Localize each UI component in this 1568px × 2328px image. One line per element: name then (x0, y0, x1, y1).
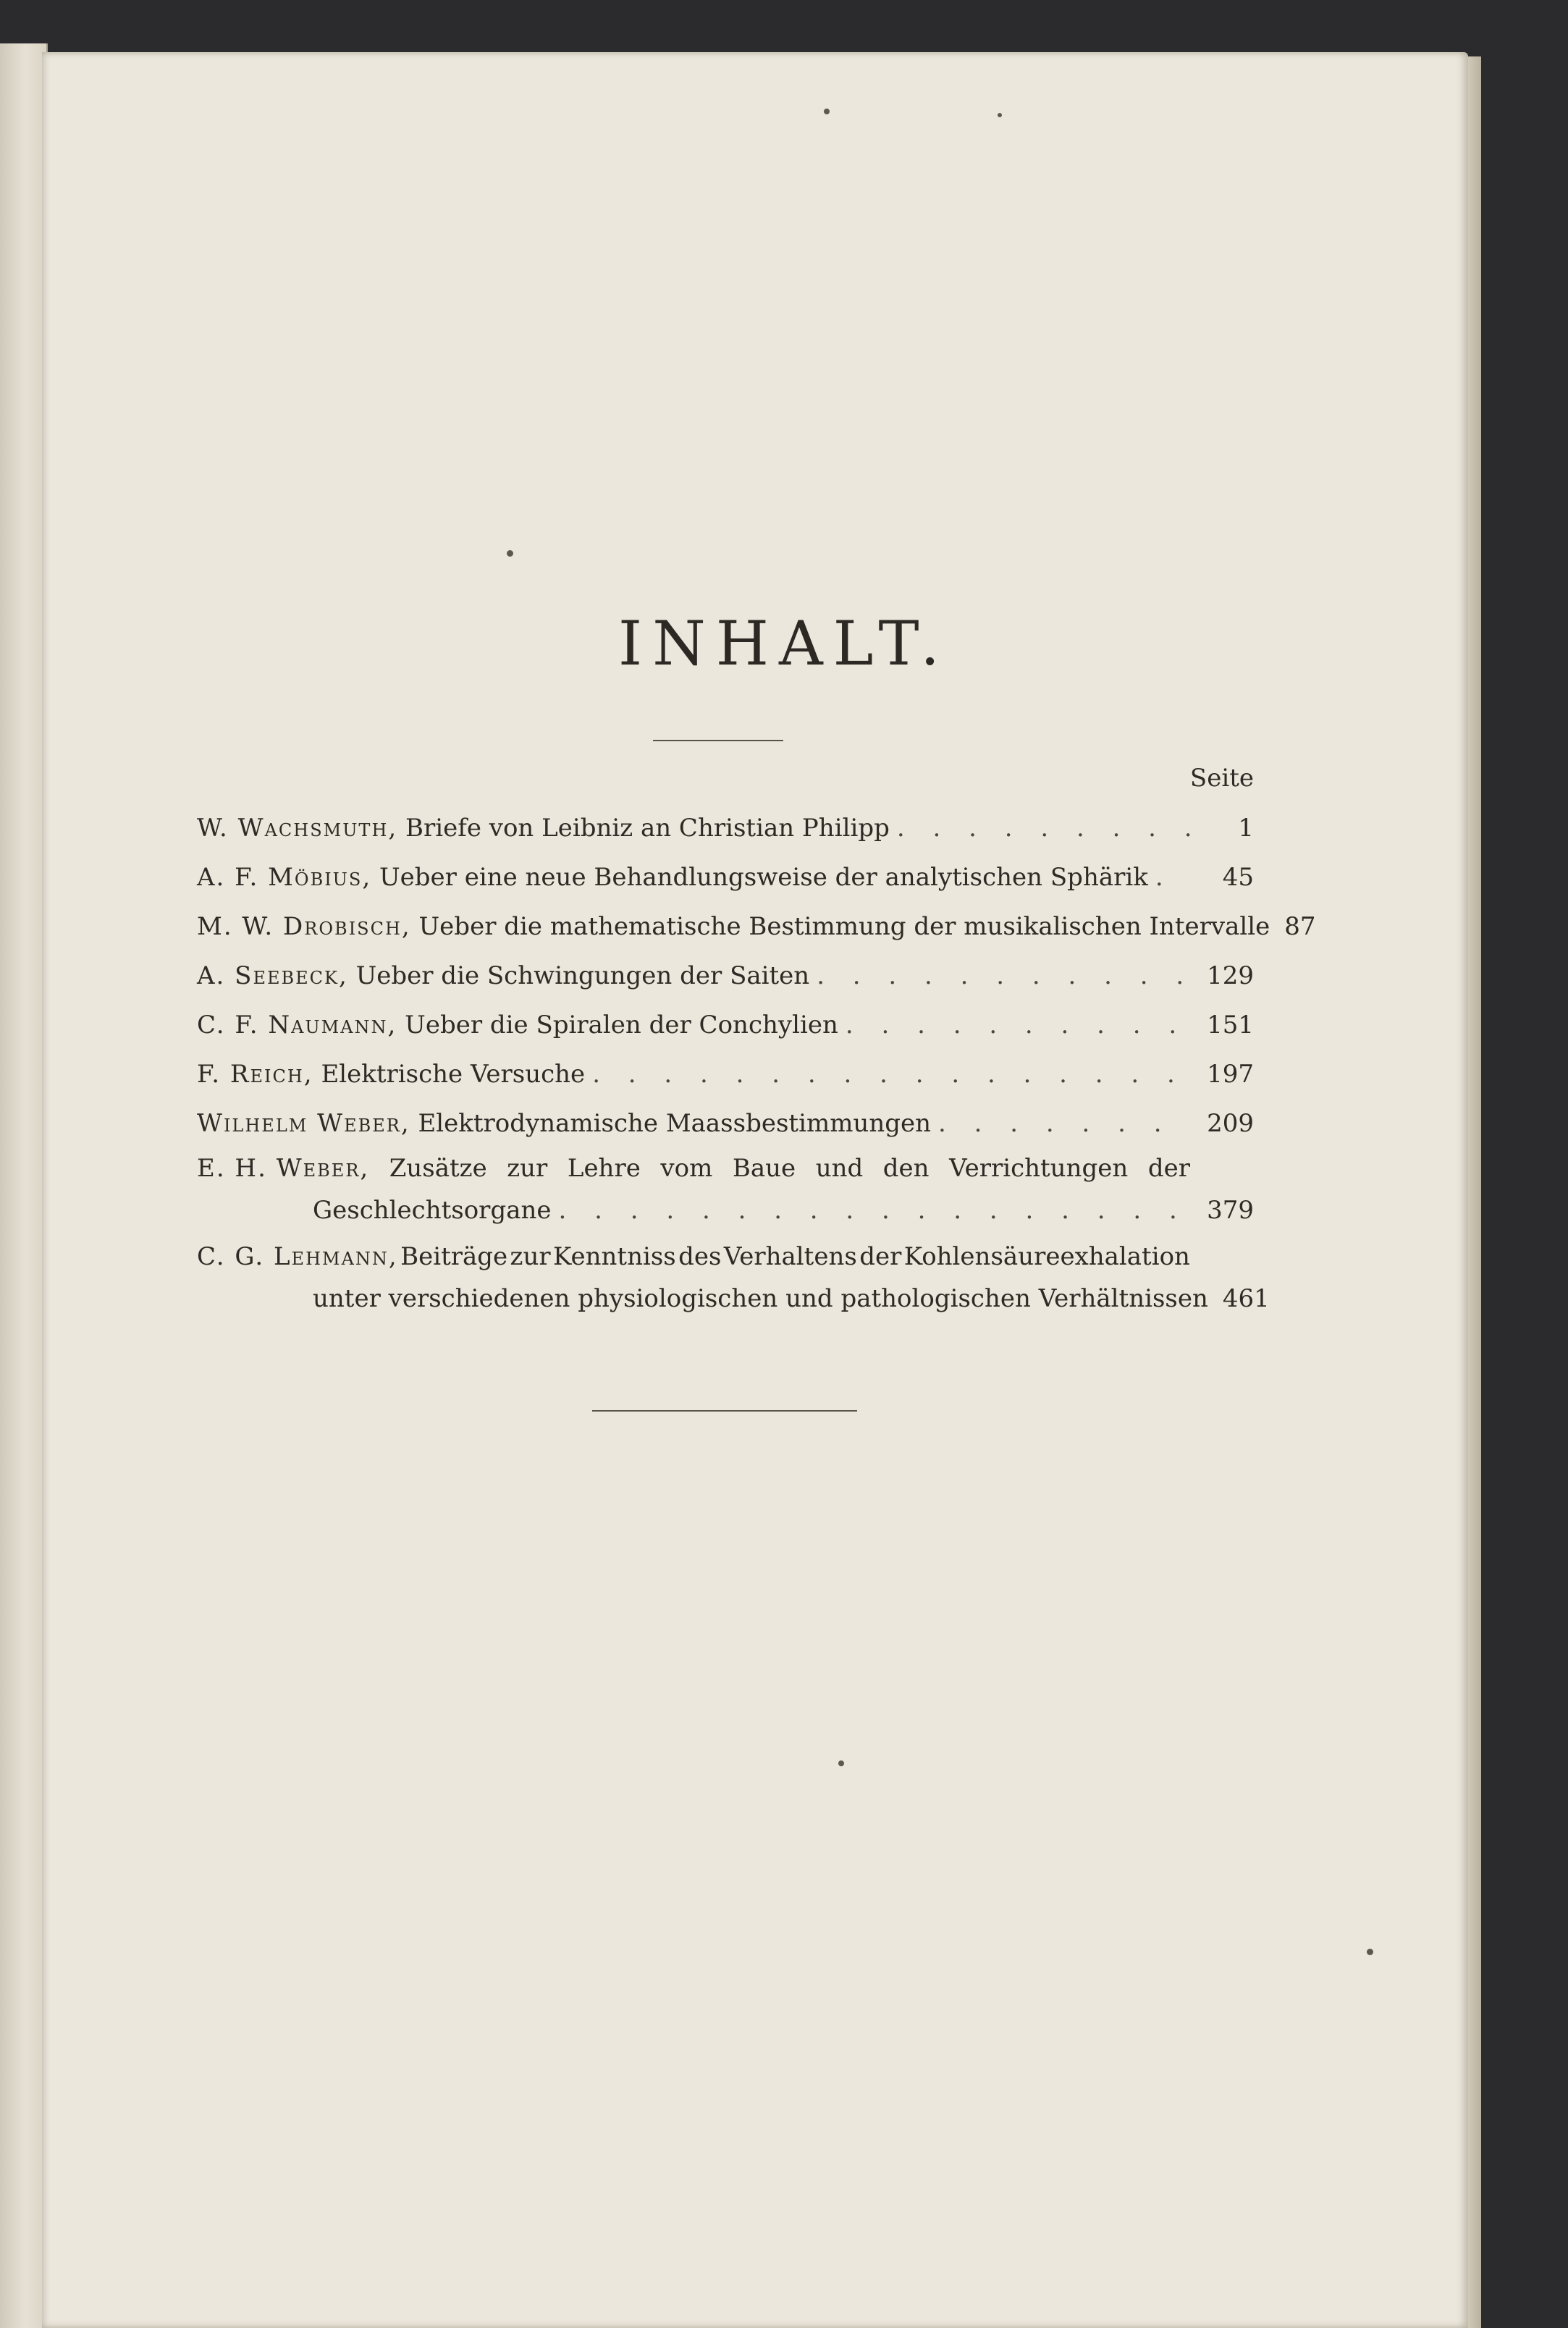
table-of-contents (197, 753, 1316, 1325)
dot-leader (817, 951, 1190, 1000)
toc-entry-author: A. F. Möbius, (197, 863, 372, 892)
toc-entry-page: 209 (1207, 1109, 1254, 1138)
toc-entry-title: Ueber die Spiralen der Conchylien (405, 1011, 838, 1039)
toc-entry-page: 45 (1222, 863, 1254, 892)
toc-entry-text (197, 951, 809, 1000)
toc-entry-word: und (815, 1154, 864, 1183)
paper-speck (824, 109, 830, 114)
toc-entry-author: M. W. Drobisch, (197, 912, 411, 941)
toc-entry-word: den (882, 1154, 930, 1183)
toc-multiline-entries (197, 1148, 1270, 1320)
toc-entry-title-continued: Geschlechtsorgane (313, 1196, 552, 1225)
page-title: INHALT. (618, 608, 950, 679)
toc-entry-word: zur (510, 1242, 551, 1271)
toc-entry-word: des (678, 1242, 722, 1271)
toc-entry-page: 129 (1207, 961, 1254, 990)
toc-entry-word: vom (660, 1154, 713, 1183)
toc-entry-word: Baue (732, 1154, 796, 1183)
paper-speck (1367, 1949, 1373, 1955)
toc-entry-continuation (197, 1189, 1254, 1232)
toc-entry-word: Kenntniss (553, 1242, 676, 1271)
toc-entry-title: Ueber die Schwingungen der Saiten (355, 961, 810, 990)
toc-entry-title: Ueber die mathematische Bestimmung der musikalischen Intervalle (418, 912, 1270, 941)
toc-entry (197, 1099, 1254, 1148)
previous-page-edge (0, 43, 48, 2328)
toc-entry-title: Briefe von Leibniz an Christian Philipp (405, 814, 890, 843)
toc-entry-word: der (1147, 1154, 1190, 1183)
toc-entry (197, 804, 1254, 853)
toc-entry-word: Beiträge (400, 1242, 508, 1271)
toc-entry-author: Wilhelm Weber, (197, 1109, 410, 1138)
toc-entry-author: W. Wachsmuth, (197, 814, 398, 843)
title-divider (653, 740, 783, 741)
dot-leader (559, 1189, 1191, 1232)
toc-entry-text (197, 804, 890, 853)
dot-leader (592, 1050, 1190, 1099)
toc-entry-title: Ueber eine neue Behandlungsweise der analytischen Sphärik (379, 863, 1148, 892)
toc-entry (197, 853, 1254, 902)
toc-entries (197, 804, 1316, 1148)
toc-entry (197, 1000, 1254, 1050)
page-column-header: Seite (1189, 764, 1254, 793)
paper-speck (507, 550, 513, 557)
toc-entry-author: C. G. Lehmann, (197, 1242, 398, 1271)
toc-entry (197, 902, 1316, 951)
toc-entry-text (197, 902, 1270, 951)
toc-entry-continuation (197, 1277, 1270, 1320)
toc-entry-text (197, 1050, 585, 1099)
toc-entry-word: zur (507, 1154, 548, 1183)
toc-entry-title: Elektrische Versuche (321, 1060, 586, 1089)
toc-entry-first-line (197, 1236, 1254, 1277)
toc-entry-word: Zusätze (389, 1154, 487, 1183)
toc-entry-text (197, 853, 1148, 902)
toc-entry-title-continued: unter verschiedenen physiologischen und pathologischen Verhältnissen (313, 1284, 1208, 1313)
toc-entry-word: Kohlensäureexhalation (903, 1242, 1190, 1271)
toc-entry-page: 151 (1207, 1011, 1254, 1039)
toc-entry-first-line (197, 1148, 1254, 1189)
toc-entry-text (197, 1099, 931, 1148)
bottom-divider (592, 1410, 857, 1412)
toc-entry-author: E. H. Weber, (197, 1154, 370, 1183)
toc-entry-author: A. Seebeck, (197, 961, 348, 990)
toc-entry-author: C. F. Naumann, (197, 1011, 397, 1039)
toc-entry-page: 379 (1207, 1196, 1254, 1225)
toc-entry-word: Verrichtungen (949, 1154, 1129, 1183)
toc-entry-page: 461 (1222, 1284, 1270, 1313)
dot-leader (938, 1099, 1190, 1148)
toc-entry-author: F. Reich, (197, 1060, 313, 1089)
dot-leader (846, 1000, 1190, 1050)
toc-entry-page: 87 (1284, 912, 1316, 941)
toc-entry-text (197, 1000, 838, 1050)
toc-entry (197, 951, 1254, 1000)
paper-speck (838, 1760, 844, 1766)
toc-entry-title: Elektrodynamische Maassbestimmungen (418, 1109, 932, 1138)
toc-entry-page: 1 (1238, 814, 1254, 843)
toc-entry-multiline (197, 1148, 1254, 1232)
toc-entry (197, 1050, 1254, 1099)
toc-entry-word: Lehre (567, 1154, 641, 1183)
toc-entry-word: der (859, 1242, 902, 1271)
dot-leader (897, 804, 1190, 853)
paper-speck (998, 113, 1002, 117)
toc-entry-page: 197 (1207, 1060, 1254, 1089)
toc-entry-word: Verhaltens (723, 1242, 857, 1271)
toc-entry-multiline (197, 1236, 1270, 1320)
dot-leader (1155, 853, 1190, 902)
